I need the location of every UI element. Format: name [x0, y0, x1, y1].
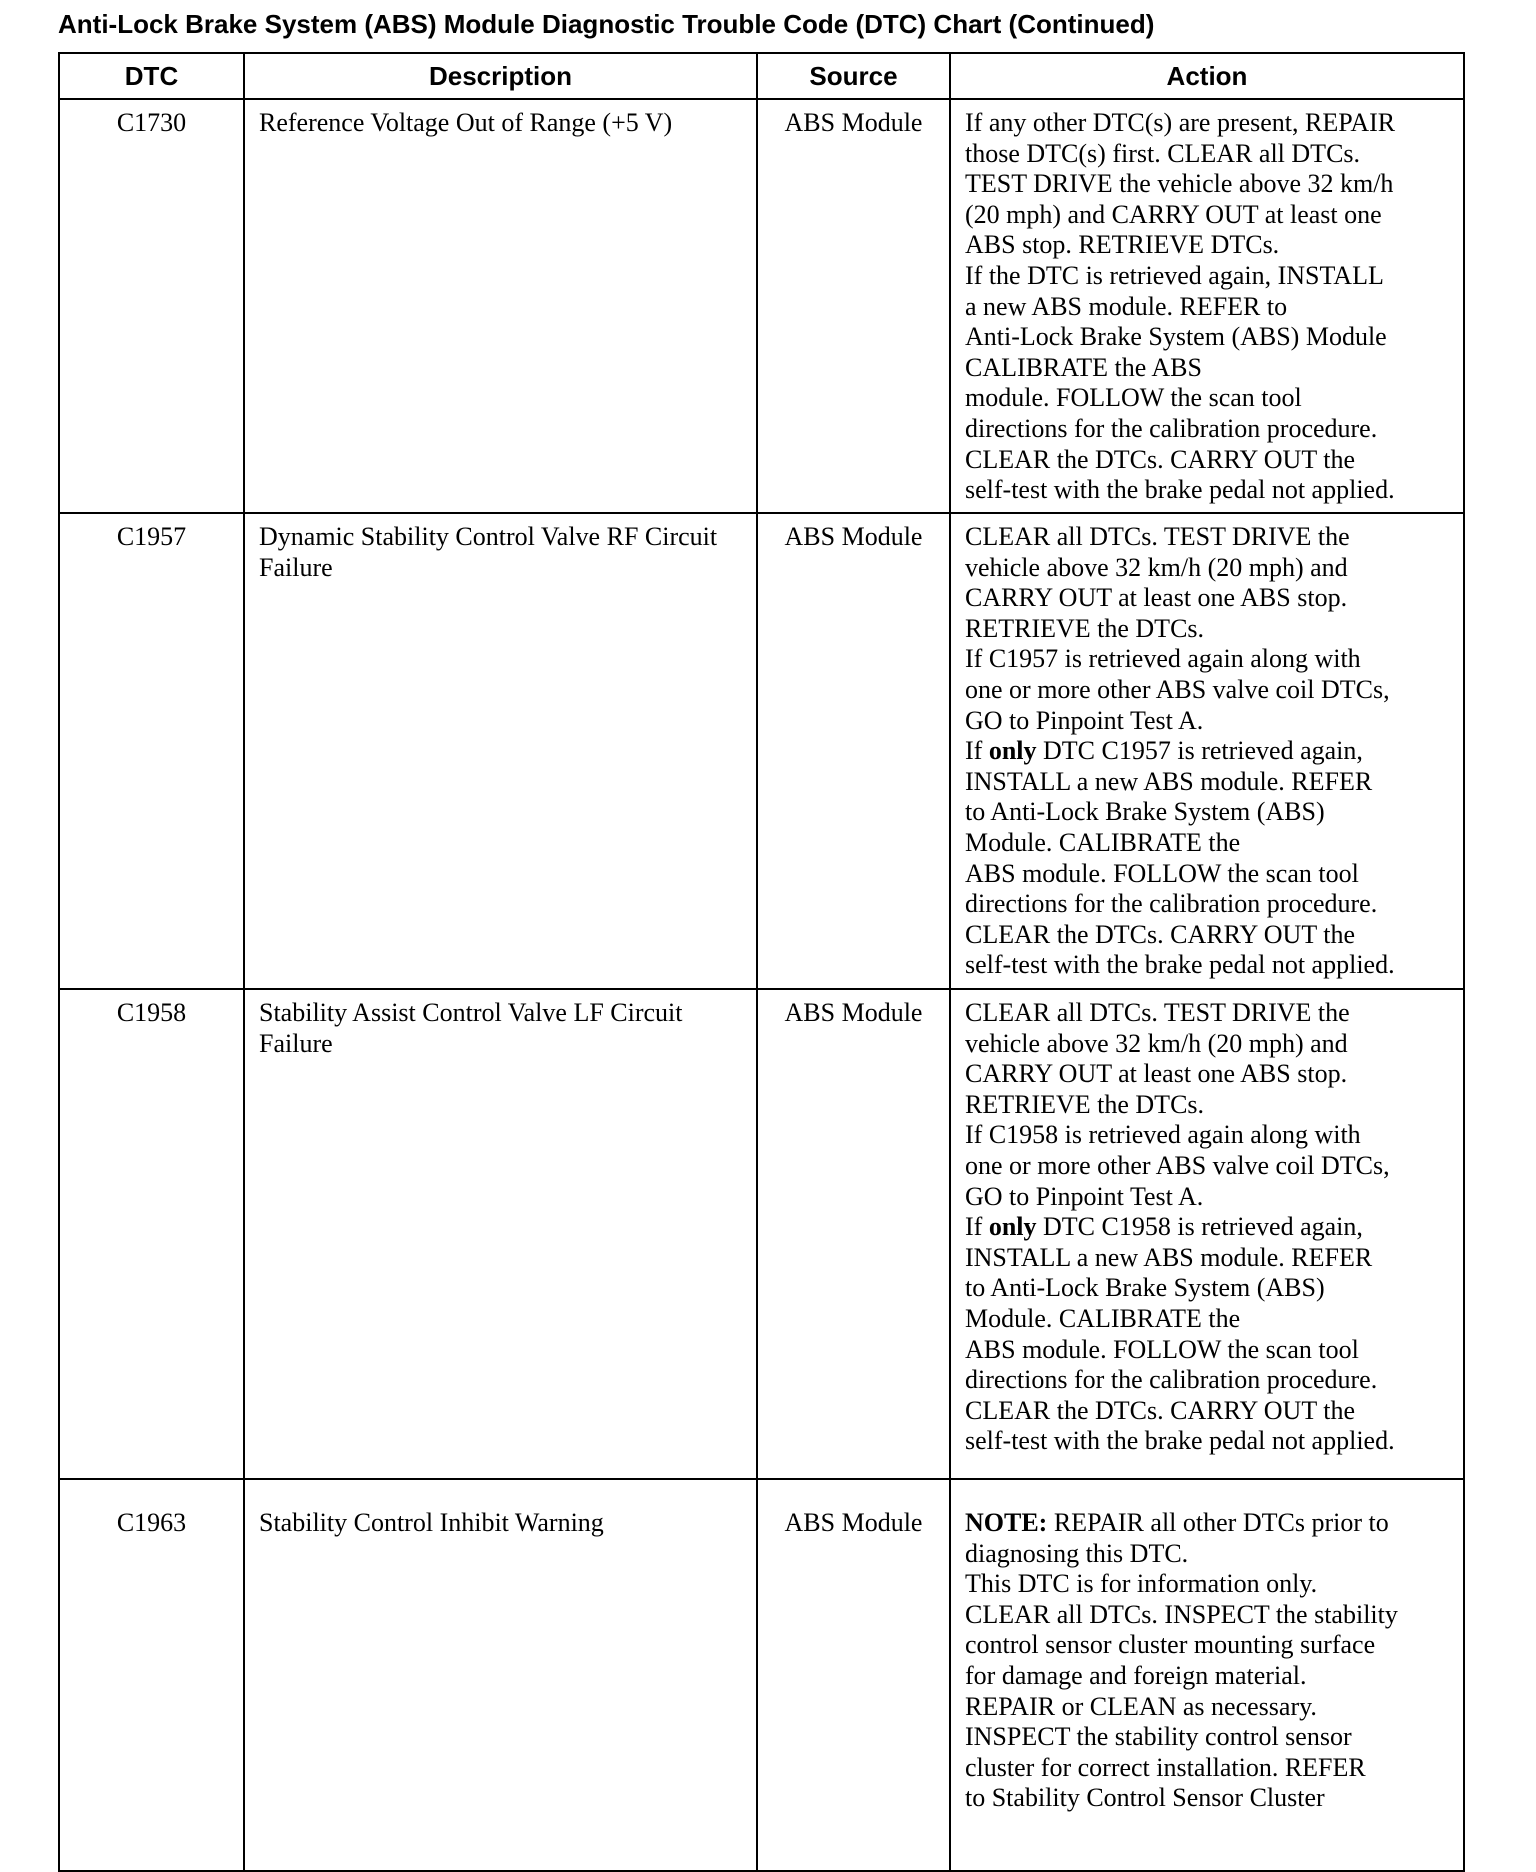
- action-text: those DTC(s) first. CLEAR all DTCs.: [965, 138, 1361, 168]
- action-text: directions for the calibration procedure.: [965, 889, 1378, 919]
- action-text: CLEAR all DTCs. INSPECT the stability: [965, 1599, 1398, 1629]
- dtc-source: ABS Module: [757, 1479, 950, 1871]
- action-text: vehicle above 32 km/h (20 mph) and: [965, 1028, 1348, 1058]
- action-text: to Anti-Lock Brake System (ABS): [965, 1273, 1325, 1303]
- action-text: Module. CALIBRATE the: [965, 827, 1241, 857]
- action-line: [965, 1722, 1449, 1753]
- dtc-description: Dynamic Stability Control Valve RF Circuit Failure: [244, 513, 757, 989]
- action-line: [965, 1029, 1449, 1060]
- action-line: [965, 353, 1449, 384]
- action-line: [965, 292, 1449, 323]
- action-line: [965, 859, 1449, 890]
- action-text: one or more other ABS valve coil DTCs,: [965, 674, 1390, 704]
- action-line: [965, 797, 1449, 828]
- dtc-chart-table: [58, 52, 1465, 1872]
- action-text: CARRY OUT at least one ABS stop.: [965, 583, 1348, 613]
- action-text: DTC C1958 is retrieved again,: [1036, 1212, 1363, 1242]
- page-title: Anti-Lock Brake System (ABS) Module Diagnostic Trouble Code (DTC) Chart (Continued): [58, 9, 1155, 39]
- action-text: Module. CALIBRATE the: [965, 1303, 1241, 1333]
- dtc-code: C1963: [59, 1479, 244, 1871]
- action-line: [965, 1508, 1449, 1539]
- dtc-source: ABS Module: [757, 513, 950, 989]
- action-line: [965, 1059, 1449, 1090]
- action-line: [965, 644, 1449, 675]
- action-text: RETRIEVE the DTCs.: [965, 1089, 1205, 1119]
- action-text: ABS module. FOLLOW the scan tool: [965, 1334, 1359, 1364]
- action-text: self-test with the brake pedal not applied.: [965, 1426, 1395, 1456]
- action-line: [965, 414, 1449, 445]
- action-text: This DTC is for information only.: [965, 1569, 1318, 1599]
- action-line: [965, 139, 1449, 170]
- action-emphasis: NOTE:: [965, 1508, 1048, 1537]
- action-emphasis: only: [988, 1212, 1037, 1242]
- action-line: [965, 553, 1449, 584]
- action-emphasis: only: [988, 736, 1037, 766]
- action-line: [965, 614, 1449, 645]
- action-line: [965, 1120, 1449, 1151]
- action-text: If: [965, 736, 989, 766]
- action-text: vehicle above 32 km/h (20 mph) and: [965, 552, 1348, 582]
- action-line: [965, 1539, 1449, 1570]
- action-text: INSTALL a new ABS module. REFER: [965, 1242, 1373, 1272]
- table-row: [59, 513, 1464, 989]
- dtc-code: C1730: [59, 99, 244, 513]
- action-line: [965, 1151, 1449, 1182]
- dtc-description: Stability Control Inhibit Warning: [244, 1479, 757, 1871]
- action-line: [965, 1304, 1449, 1335]
- column-header-source: Source: [757, 53, 950, 99]
- action-line: [965, 828, 1449, 859]
- action-line: [965, 1661, 1449, 1692]
- action-text: self-test with the brake pedal not applied.: [965, 950, 1395, 980]
- action-text: CLEAR the DTCs. CARRY OUT the: [965, 919, 1356, 949]
- action-line: [965, 1753, 1449, 1784]
- action-line: [965, 1630, 1449, 1661]
- action-line: [965, 1692, 1449, 1723]
- action-line: [965, 108, 1449, 139]
- action-line: [965, 1569, 1449, 1600]
- action-text: CLEAR the DTCs. CARRY OUT the: [965, 1395, 1356, 1425]
- action-text: CLEAR all DTCs. TEST DRIVE the: [965, 522, 1350, 551]
- action-text: Anti-Lock Brake System (ABS) Module: [965, 322, 1387, 352]
- action-line: [965, 998, 1449, 1029]
- action-text: (20 mph) and CARRY OUT at least one: [965, 199, 1382, 229]
- action-line: [965, 475, 1449, 506]
- action-line: [965, 200, 1449, 231]
- action-line: [965, 1090, 1449, 1121]
- table-row: [59, 99, 1464, 513]
- action-line: [965, 1365, 1449, 1396]
- action-text: CLEAR all DTCs. TEST DRIVE the: [965, 998, 1350, 1027]
- dtc-source: ABS Module: [757, 99, 950, 513]
- action-text: REPAIR or CLEAN as necessary.: [965, 1691, 1317, 1721]
- action-line: [965, 445, 1449, 476]
- dtc-code: C1957: [59, 513, 244, 989]
- action-text: ABS stop. RETRIEVE DTCs.: [965, 230, 1280, 260]
- dtc-source: ABS Module: [757, 989, 950, 1479]
- action-text: diagnosing this DTC.: [965, 1538, 1189, 1568]
- dtc-action: [950, 513, 1464, 989]
- table-header-row: [59, 53, 1464, 99]
- action-text: If any other DTC(s) are present, REPAIR: [965, 108, 1396, 137]
- action-text: ABS module. FOLLOW the scan tool: [965, 858, 1359, 888]
- action-text: CLEAR the DTCs. CARRY OUT the: [965, 444, 1356, 474]
- column-header-dtc: DTC: [59, 53, 244, 99]
- action-text: for damage and foreign material.: [965, 1660, 1307, 1690]
- action-text: GO to Pinpoint Test A.: [965, 705, 1204, 735]
- column-header-description: Description: [244, 53, 757, 99]
- action-text: to Anti-Lock Brake System (ABS): [965, 797, 1325, 827]
- table-row: [59, 1479, 1464, 1871]
- action-line: [965, 1396, 1449, 1427]
- dtc-code: C1958: [59, 989, 244, 1479]
- action-text: If the DTC is retrieved again, INSTALL: [965, 260, 1384, 290]
- action-line: [965, 889, 1449, 920]
- action-text: to Stability Control Sensor Cluster: [965, 1783, 1325, 1813]
- action-text: INSTALL a new ABS module. REFER: [965, 766, 1373, 796]
- dtc-action: [950, 989, 1464, 1479]
- action-text: one or more other ABS valve coil DTCs,: [965, 1150, 1390, 1180]
- action-line: [965, 736, 1449, 767]
- action-line: [965, 675, 1449, 706]
- action-line: [965, 169, 1449, 200]
- action-text: a new ABS module. REFER to: [965, 291, 1288, 321]
- action-text: cluster for correct installation. REFER: [965, 1752, 1366, 1782]
- action-line: [965, 767, 1449, 798]
- dtc-action: [950, 1479, 1464, 1871]
- action-line: [965, 706, 1449, 737]
- action-line: [965, 920, 1449, 951]
- action-text: RETRIEVE the DTCs.: [965, 613, 1205, 643]
- dtc-description: Stability Assist Control Valve LF Circuit Failure: [244, 989, 757, 1479]
- action-text: control sensor cluster mounting surface: [965, 1630, 1376, 1660]
- table-row: [59, 989, 1464, 1479]
- action-line: [965, 1335, 1449, 1366]
- action-text: If C1957 is retrieved again along with: [965, 644, 1361, 674]
- action-text: If: [965, 1212, 989, 1242]
- dtc-action: [950, 99, 1464, 513]
- action-text: GO to Pinpoint Test A.: [965, 1181, 1204, 1211]
- action-line: [965, 522, 1449, 553]
- action-line: [965, 1426, 1449, 1457]
- action-text: directions for the calibration procedure.: [965, 413, 1378, 443]
- action-line: [965, 322, 1449, 353]
- action-text: REPAIR all other DTCs prior to: [1047, 1508, 1389, 1537]
- action-text: CALIBRATE the ABS: [965, 352, 1202, 382]
- action-line: [965, 1212, 1449, 1243]
- action-line: [965, 583, 1449, 614]
- action-line: [965, 1182, 1449, 1213]
- action-line: [965, 950, 1449, 981]
- action-text: module. FOLLOW the scan tool: [965, 383, 1302, 413]
- action-line: [965, 1600, 1449, 1631]
- action-text: DTC C1957 is retrieved again,: [1036, 736, 1363, 766]
- action-text: TEST DRIVE the vehicle above 32 km/h: [965, 169, 1394, 199]
- action-text: directions for the calibration procedure.: [965, 1365, 1378, 1395]
- action-line: [965, 1783, 1449, 1814]
- action-text: self-test with the brake pedal not applied.: [965, 475, 1395, 505]
- dtc-description: Reference Voltage Out of Range (+5 V): [244, 99, 757, 513]
- action-line: [965, 230, 1449, 261]
- action-text: CARRY OUT at least one ABS stop.: [965, 1059, 1348, 1089]
- action-line: [965, 1273, 1449, 1304]
- action-line: [965, 261, 1449, 292]
- column-header-action: Action: [950, 53, 1464, 99]
- action-line: [965, 1243, 1449, 1274]
- action-text: If C1958 is retrieved again along with: [965, 1120, 1361, 1150]
- action-text: INSPECT the stability control sensor: [965, 1722, 1352, 1752]
- action-line: [965, 383, 1449, 414]
